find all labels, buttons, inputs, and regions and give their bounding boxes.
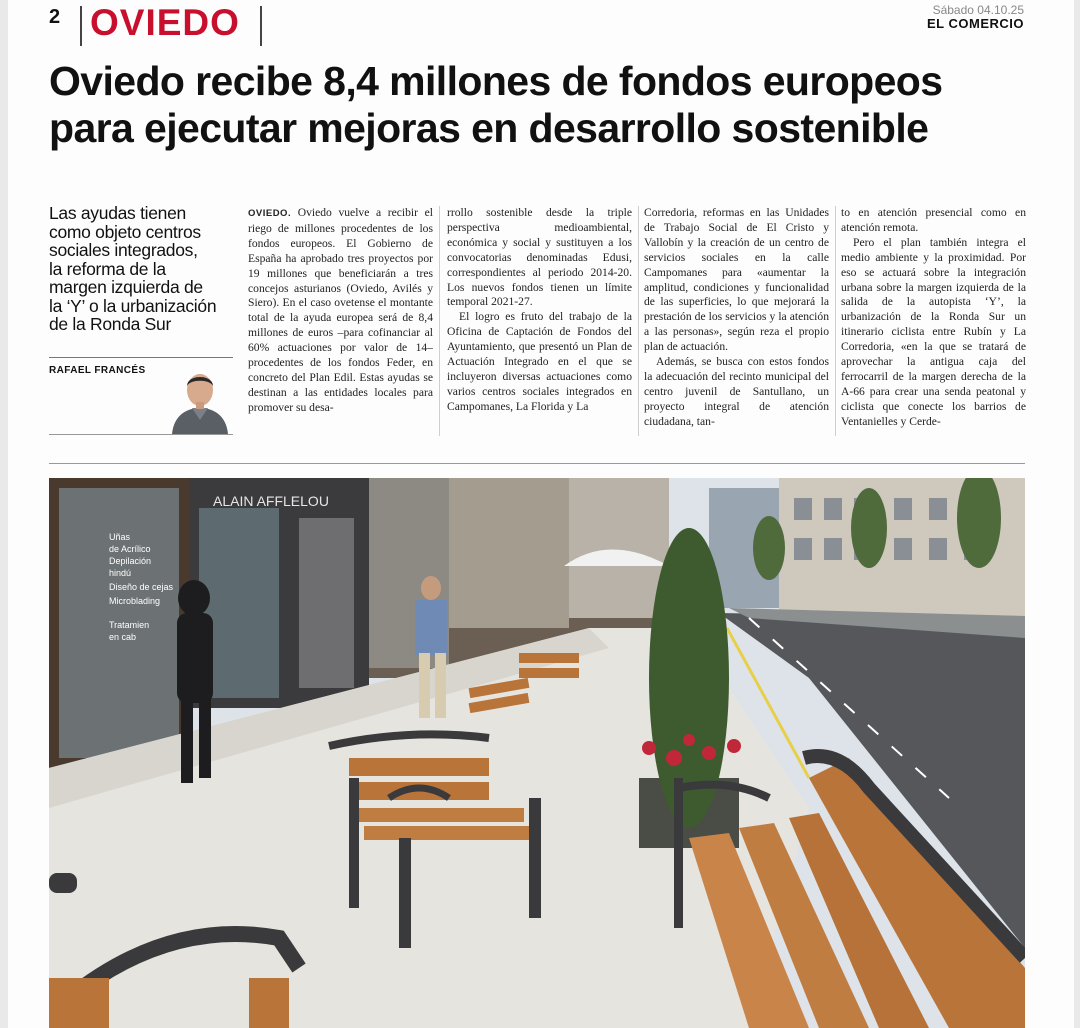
subhead-line: sociales integrados,: [49, 240, 198, 260]
headline: [49, 58, 1049, 152]
article-paragraph: El logro es fruto del trabajo de la Oficina de Captación de Fondos del Ayuntamiento, que presentó un Plan de Actuación Integrado en el que se incluyeron diversas actuaciones como varios centros sociales integrados en Campomanes, La Florida y La: [447, 310, 632, 413]
byline: RAFAEL FRANCÉS: [49, 365, 146, 376]
shop-sign-optician: ALAIN AFFLELOU: [213, 493, 329, 509]
author-photo: [166, 358, 234, 434]
salon-sign-line: Depilación: [109, 556, 152, 566]
salon-sign-line: de Acrílico: [109, 544, 151, 554]
article-column-3: [644, 206, 829, 438]
page-number: 2: [49, 6, 61, 28]
subhead-line: como objeto centros: [49, 221, 201, 242]
article-text: Oviedo vuelve a recibir el riego de millones procedentes de los fondos europeos. El Gobierno de España ha aprobado tres proyectos por 19 millones que beneficiarán a tres concejos asturianos (Oviedo, Avilés y Siero). En el caso ovetense el montante total de la ayuda europea será de 8,4 millones de euros –para cofinanciar al 60% actuaciones por valor de 14– procedentes de los fondos Feder, en concreto del Plan Edil. Estas ayudas se destinan a las entidades locales para promover su desa-: [248, 206, 433, 414]
section-divider-left: [80, 6, 82, 46]
byline-bottom-divider: [49, 434, 233, 435]
newspaper-name: EL COMERCIO: [927, 16, 1024, 31]
salon-sign-line: en cab: [109, 632, 137, 642]
salon-sign-line: Microblading: [109, 596, 161, 606]
subhead-line: de la Ronda Sur: [49, 314, 171, 334]
headline-line: para ejecutar mejoras en desarrollo sostenible: [49, 105, 929, 151]
column-rule: [439, 206, 440, 436]
subhead-line: la reforma de la: [49, 258, 166, 279]
article-column-2: [447, 206, 632, 438]
photo-divider: [49, 463, 1025, 464]
subhead-line: Las ayudas tienen: [49, 203, 186, 223]
salon-sign-line: Uñas: [109, 532, 131, 542]
article-column-4: [841, 206, 1026, 438]
salon-sign-line: Tratamien: [109, 620, 150, 630]
subhead-line: margen izquierda de: [49, 277, 203, 297]
salon-sign-line: Diseño de cejas: [109, 582, 174, 592]
column-rule: [835, 206, 836, 436]
article-column-1: [248, 206, 433, 438]
issue-date: Sábado 04.10.25: [932, 3, 1024, 17]
newspaper-page: [8, 0, 1074, 1028]
article-paragraph: Corredoria, reformas en las Unidades de Trabajo Social de El Cristo y Vallobín y la creación de un centro de servicios sociales en la calle Campomanes para «aumentar la amplitud, condiciones y funcionalidad de las superficies, lo que mejorará la prestación de los servicios y la atención a las personas», según reza el propio plan de actuación.: [644, 206, 829, 354]
subheadline: [49, 204, 239, 334]
salon-sign-line: hindú: [109, 568, 132, 578]
subhead-line: la ‘Y’ o la urbanización: [49, 295, 217, 316]
column-rule: [638, 206, 639, 436]
headline-line: Oviedo recibe 8,4 millones de fondos europeos: [49, 58, 943, 104]
article-paragraph: Además, se busca con estos fondos la adecuación del recinto municipal del centro juvenil de Santullano, un proyecto integral de atención ciudadana, tan-: [644, 355, 829, 428]
article-paragraph: Pero el plan también integra el medio ambiente y la proximidad. Por eso se actuará sobre la integración urbana sobre la margen izquierda de la salida de la autopista ‘Y’, la urbanización de la Ronda Sur un itinerario ciclista entre Rubín y La Corredoria, «en la que se tratará de aprovechar la antigua caja del ferrocarril de la margen derecha de la A-66 para crear una senda peatonal y ciclista que conecte los barrios de Ventanielles y Cerde-: [841, 235, 1026, 428]
section-divider-right: [260, 6, 262, 46]
section-title: OVIEDO: [90, 2, 240, 43]
dateline: OVIEDO.: [248, 208, 292, 219]
article-paragraph: to en atención presencial como en atención remota.: [841, 206, 1026, 234]
article-paragraph: rrollo sostenible desde la triple perspectiva medioambiental, económica y social y sustituyen a los convocatorias denominadas Edusi, correspondientes al periodo 2014-20. Los nuevos fondos tienen un límite temporal 2021-27.: [447, 206, 632, 309]
street-photo: [49, 478, 1025, 1028]
